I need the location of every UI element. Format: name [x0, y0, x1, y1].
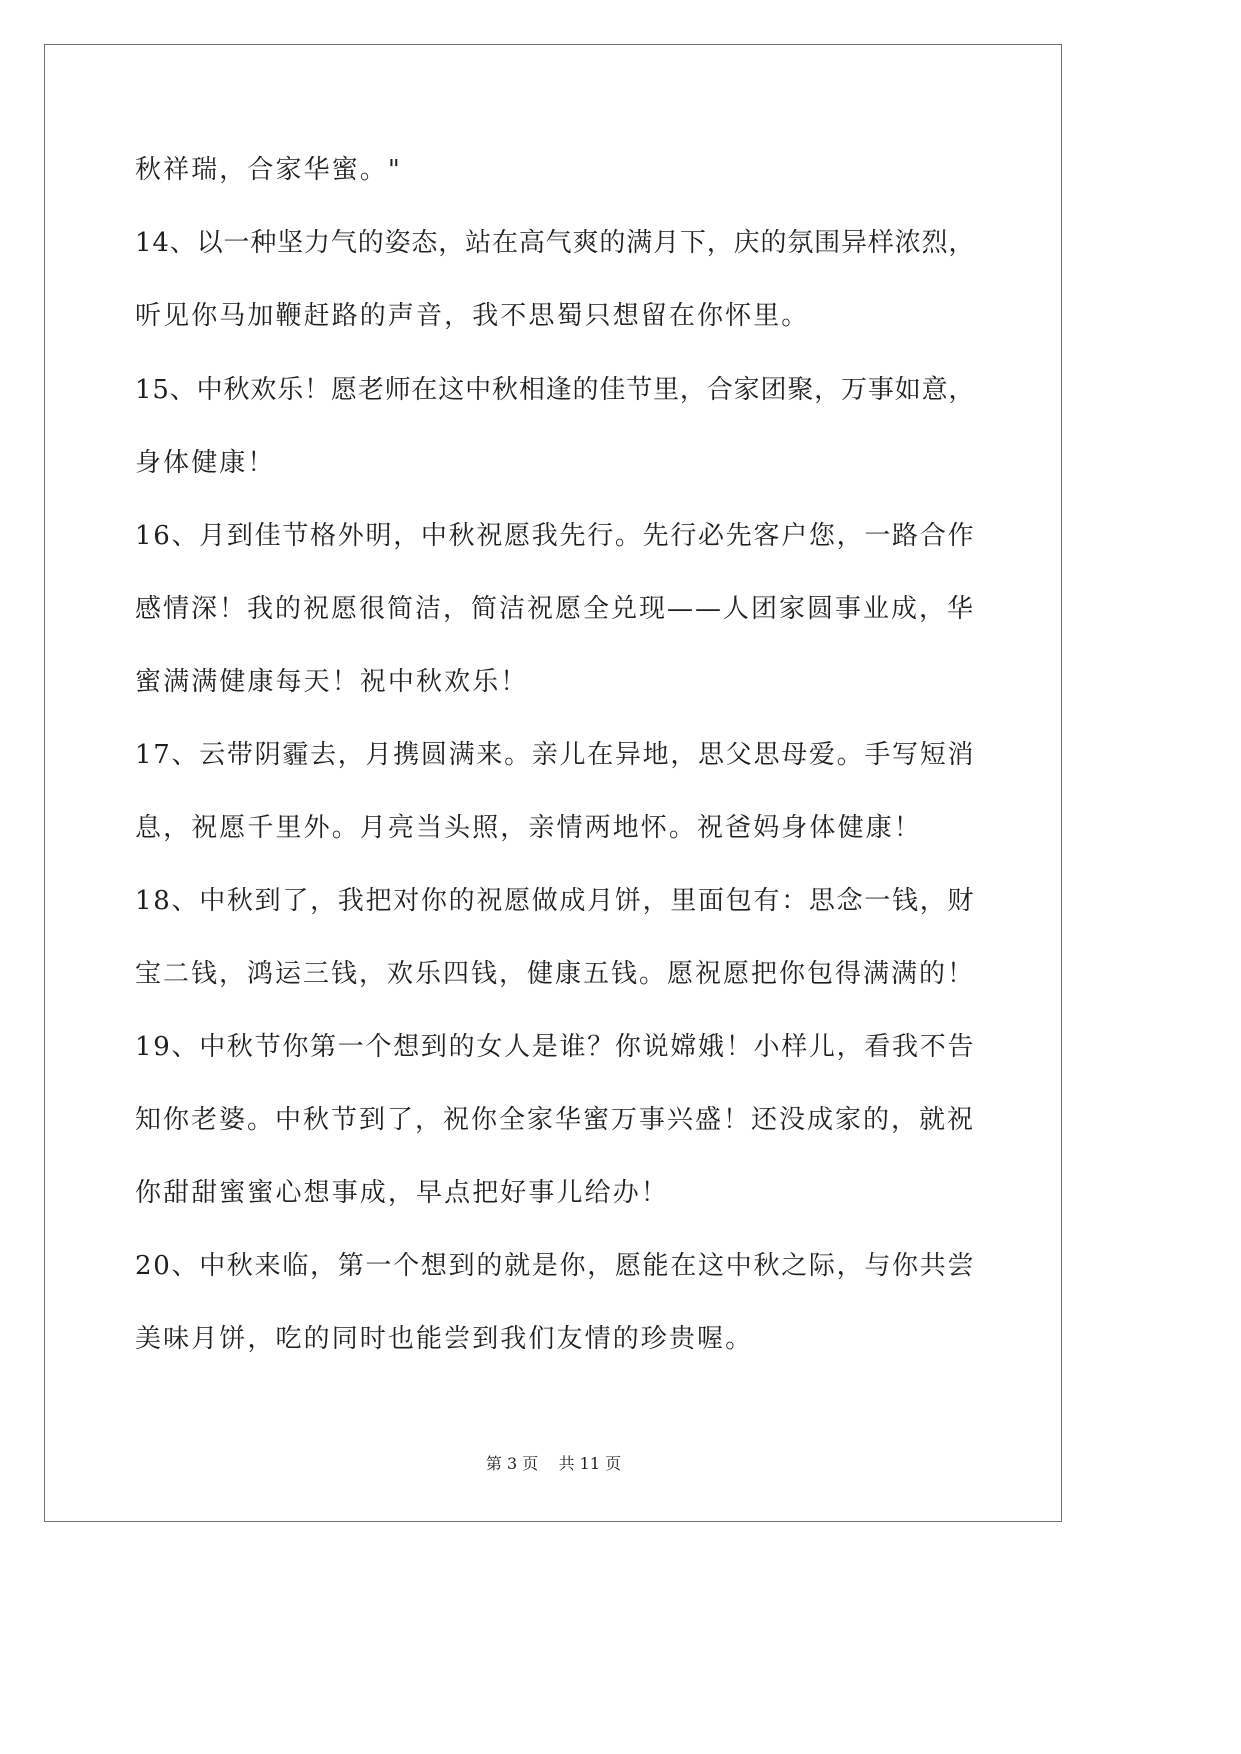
body-line: 听见你马加鞭赶路的声音，我不思蜀只想留在你怀里。: [135, 301, 810, 331]
body-line: 你甜甜蜜蜜心想事成，早点把好事儿给办！: [135, 1178, 669, 1208]
body-line: 16、月到佳节格外明，中秋祝愿我先行。先行必先客户您，一路合作: [135, 521, 976, 551]
body-line: 20、中秋来临，第一个想到的就是你，愿能在这中秋之际，与你共尝: [135, 1251, 976, 1281]
body-line: 18、中秋到了，我把对你的祝愿做成月饼，里面包有：思念一钱，财: [135, 886, 976, 916]
body-line: 15、中秋欢乐！愿老师在这中秋相逢的佳节里，合家团聚，万事如意，: [135, 375, 976, 405]
body-line: 秋祥瑞，合家华蜜。": [135, 155, 402, 185]
body-line: 感情深！我的祝愿很简洁，简洁祝愿全兑现——人团家圆事业成，华: [135, 594, 976, 624]
body-line: 息，祝愿千里外。月亮当头照，亲情两地怀。祝爸妈身体健康！: [135, 813, 922, 843]
page-number-footer: 第 3 页 共 11 页: [485, 1454, 622, 1473]
body-line: 14、以一种坚力气的姿态，站在高气爽的满月下，庆的氛围异样浓烈，: [135, 228, 976, 258]
body-line: 知你老婆。中秋节到了，祝你全家华蜜万事兴盛！还没成家的，就祝: [135, 1105, 976, 1135]
page-frame: [44, 44, 1062, 1522]
body-line: 美味月饼，吃的同时也能尝到我们友情的珍贵喔。: [135, 1324, 754, 1354]
body-line: 19、中秋节你第一个想到的女人是谁？你说嫦娥！小样儿，看我不告: [135, 1032, 976, 1062]
body-line: 宝二钱，鸿运三钱，欢乐四钱，健康五钱。愿祝愿把你包得满满的！: [135, 959, 976, 989]
body-line: 蜜满满健康每天！祝中秋欢乐！: [135, 667, 529, 697]
body-line: 身体健康！: [135, 448, 276, 478]
body-line: 17、云带阴霾去，月携圆满来。亲儿在异地，思父思母爱。手写短消: [135, 740, 976, 770]
